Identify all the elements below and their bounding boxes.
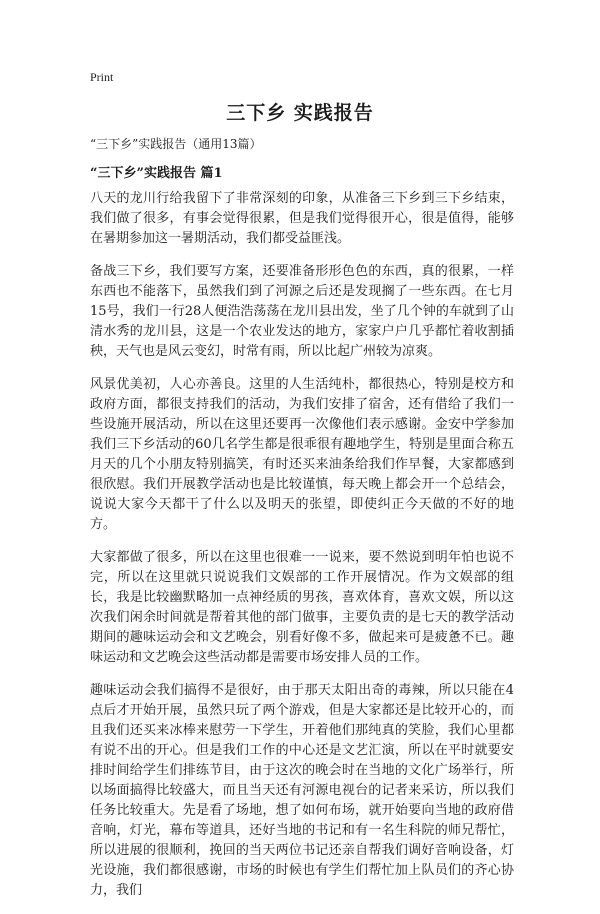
print-link[interactable]: Print: [90, 70, 114, 84]
paragraph: 大家都做了很多，所以在这里也很难一一说来，要不然说到明年怕也说不完，所以在这里就只说说我们文娱部的工作开展情况。作为文娱部的组长，我是比较幽默略加一点神经质的男孩，喜欢体育，喜欢文娱，所以这次我们闲余时间就是帮着其他的部门做事，主要负责的是七天的教学活动期间的趣味运动会和文艺晚会，别看好像不多，做起来可是疲惫不已。趣味运动和文艺晚会这些活动都是需要市场安排人员的工作。: [90, 550, 514, 665]
section-heading: “三下乡”实践报告 篇1: [90, 166, 223, 181]
paragraph: 趣味运动会我们搞得不是很好，由于那天太阳出奇的毒辣，所以只能在4点后才开始开展，虽然只玩了两个游戏，但是大家都还是比较开心的，而且我们还买来冰棒来慰劳一下学生，开着他们那纯真的笑脸，我们心里都有说不出的开心。但是我们工作的中心还是文艺汇演，所以在平时就要安排时间给学生们排练节目，由于这次的晚会时在当地的文化广场举行，所以场面搞得比较盛大，而且当天还有河源电视台的记者来采访，所以我们任务比较重大。先是看了场地，想了如何布场，就开始要向当地的政府借音响，灯光，幕布等道具，还好当地的书记和有一名生科院的师兄帮忙，所以进展的很顺利，挽回的当天两位书记还亲自帮我们调好音响设备，灯光设施，我们都很感谢，市场的时候也有学生们帮忙加上队员们的齐心协力，我们: [90, 683, 514, 898]
page-title: 三下乡 实践报告: [226, 102, 374, 124]
paragraph: 备战三下乡，我们要写方案，还要准备形形色色的东西，真的很累，一样东西也不能落下，虽然我们到了河源之后还是发现搁了一些东西。在七月15号，我们一行28人便浩浩荡荡在龙川县出发，坐了几个钟的车就到了山清水秀的龙川县，这是一个农业发达的地方，家家户户几乎都忙着收割插秧，天气也是风云变幻，时常有雨，所以比起广州较为凉爽。: [90, 264, 514, 359]
document-subtitle: “三下乡”实践报告（通用13篇）: [90, 137, 262, 151]
paragraph: 八天的龙川行给我留下了非常深刻的印象，从准备三下乡到三下乡结束，我们做了很多，有事会觉得很累，但是我们觉得很开心，很是值得，能够在暑期参加这一暑期活动，我们都受益匪浅。: [90, 191, 514, 246]
paragraph: 风景优美初，人心亦善良。这里的人生活纯朴，都很热心，特别是校方和政府方面，都很支持我们的活动，为我们安排了宿舍，还有借给了我们一些设施开展活动，所以在这里还要再一次像他们表示感谢。金安中学参加我们三下乡活动的60几名学生都是很乖很有趣地学生，特别是里面合称五月天的几个小朋友特别搞笑，有时还买来油条给我们作早餐，大家都感到很欣慰。我们开展教学活动也是比较谨慎，每天晚上都会开一个总结会，说说大家今天都干了什么以及明天的张望，即使纠正今天做的不好的地方。: [90, 377, 514, 532]
article-body: [90, 189, 514, 914]
